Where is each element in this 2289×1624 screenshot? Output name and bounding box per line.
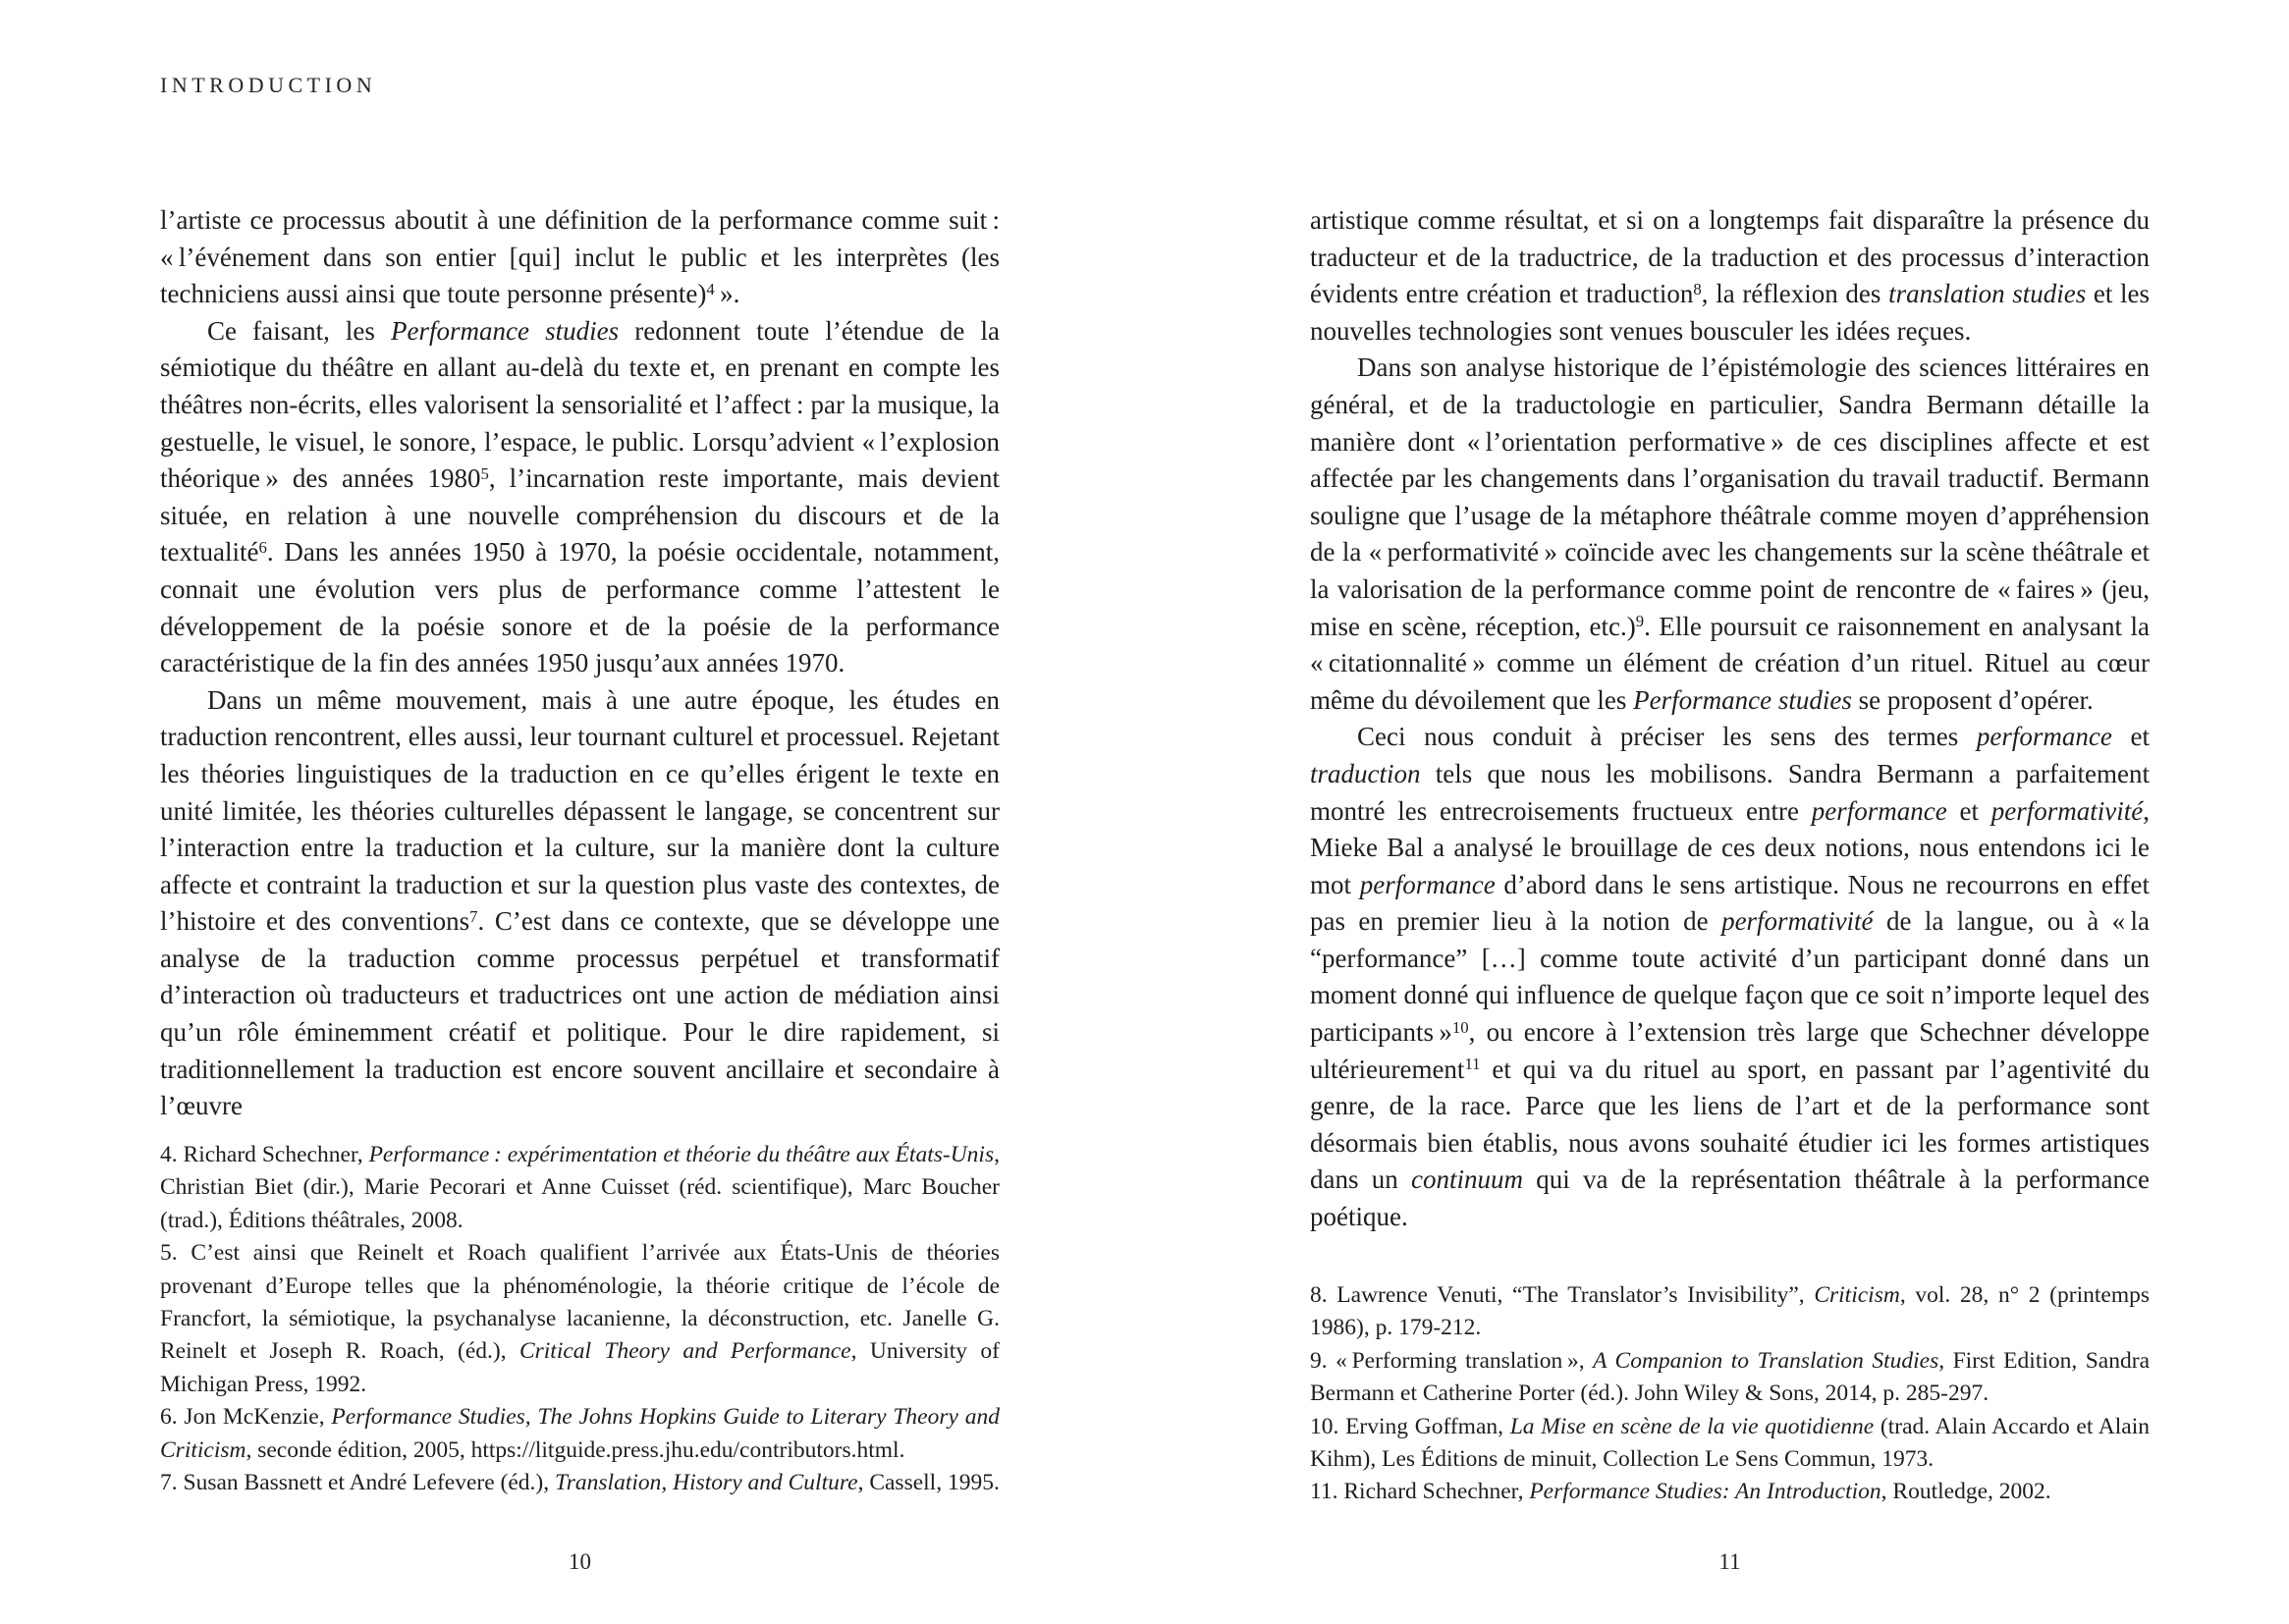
- footnote: [1310, 1411, 2150, 1477]
- footnote-ref: 5: [480, 463, 489, 483]
- text-run: (trad. Alain Accardo et Alain Kihm), Les Éditions de minuit, Collection Le Sens Commun, 1973.: [1310, 1413, 2150, 1473]
- text-run: redonnent toute l’étendue de la sémiotique du théâtre en allant au-delà du texte et, en prenant en compte les théâtres non-écrits, elles valorisent la sensorialité et l’affect : par la musique, la gestuelle, le visuel, le sonore, l’espace, le public. Lorsqu’advient « l’explosion théorique » des années 1980: [160, 315, 1000, 494]
- footnote-ref: 8: [1693, 279, 1702, 298]
- text-run: 5. C’est ainsi que Reinelt et Roach qualifient l’arrivée aux États-Unis de théories provenant d’Europe telles que la phénoménologie, la théorie critique de l’école de Francfort, la sémiotique, la psychanalyse lacanienne, la déconstruction, etc. Janelle G. Reinelt et Joseph R. Roach, (éd.),: [160, 1240, 1000, 1365]
- left-page-body: [160, 202, 1000, 1125]
- text-run: qui va de la représentation théâtrale à la performance poétique.: [1310, 1164, 2150, 1232]
- text-run: Performance : expérimentation et théorie du théâtre aux États-Unis: [368, 1142, 995, 1167]
- paragraph: [160, 313, 1000, 682]
- text-run: 10. Erving Goffman,: [1310, 1413, 1510, 1439]
- paragraph: [1310, 202, 2150, 350]
- text-run: performativité: [1721, 906, 1874, 937]
- text-run: et: [2111, 722, 2150, 752]
- text-run: , First Edition, Sandra Bermann et Catherine Porter (éd.). John Wiley & Sons, 2014, p. 285-297.: [1310, 1347, 2150, 1407]
- text-run: , vol. 28, n° 2 (printemps 1986), p. 179-212.: [1310, 1282, 2150, 1341]
- page-number-left: 10: [569, 1549, 591, 1574]
- text-run: performativité: [1990, 795, 2144, 826]
- text-run: , ou encore à l’extension très large que Schechner développe ultérieurement: [1310, 1017, 2150, 1084]
- text-run: , Cassell, 1995.: [857, 1470, 1000, 1496]
- paragraph: [1310, 350, 2150, 719]
- text-run: , seconde édition, 2005, https://litguide.press.jhu.edu/contributors.html.: [245, 1436, 905, 1463]
- footnote: [160, 1237, 1000, 1401]
- text-run: performance: [1811, 795, 1947, 826]
- text-run: Performance studies: [1633, 684, 1852, 715]
- text-run: 8. Lawrence Venuti, “The Translator’s Invisibility”,: [1310, 1282, 1815, 1308]
- text-run: 4. Richard Schechner,: [160, 1142, 369, 1167]
- footnote-ref: 10: [1451, 1017, 1469, 1037]
- text-run: , Routledge, 2002.: [1880, 1479, 2051, 1505]
- text-run: Criticism: [1814, 1282, 1900, 1308]
- footnote-ref: 7: [469, 906, 478, 926]
- text-run: translation studies: [1888, 279, 2087, 309]
- footnote-ref: 4: [706, 279, 715, 298]
- footnote: [160, 1467, 1000, 1499]
- text-run: , Mieke Bal a analysé le brouillage de ces deux notions, nous entendons ici le mot: [1310, 795, 2150, 899]
- text-run: 7. Susan Bassnett et André Lefevere (éd.),: [160, 1470, 555, 1496]
- footnote: [1310, 1279, 2150, 1345]
- footnote: [1310, 1476, 2150, 1508]
- running-head: INTRODUCTION: [160, 73, 377, 97]
- text-run: et qui va du rituel au sport, en passant par l’agentivité du genre, de la race. Parce que les liens de l’art et de la performance sont désormais bien établis, nous avons souhaité étudier ici les formes artistiques dans un: [1310, 1054, 2150, 1195]
- text-run: A Companion to Translation Studies: [1593, 1347, 1939, 1374]
- text-run: 6. Jon McKenzie,: [160, 1404, 332, 1431]
- text-run: Dans un même mouvement, mais à une autre époque, les études en traduction rencontrent, elles aussi, leur tournant culturel et processuel. Rejetant les théories linguistiques de la traduction en ce qu’elles érigent le texte en unité limitée, les théories culturelles dépassent le langage, se concentrent sur l’interaction entre la traduction et la culture, sur la manière dont la culture affecte et contraint la traduction et sur la question plus vaste des contextes, de l’histoire et des conventions: [160, 684, 1000, 937]
- text-run: Performance Studies, The Johns Hopkins Guide to Literary Theory and Criticism: [160, 1404, 1000, 1463]
- text-run: La Mise en scène de la vie quotidienne: [1509, 1413, 1875, 1439]
- text-run: Performance Studies: An Introduction: [1529, 1479, 1881, 1505]
- footnote: [160, 1401, 1000, 1467]
- text-run: , Christian Biet (dir.), Marie Pecorari et Anne Cuisset (réd. scientifique), Marc Boucher (trad.), Éditions théâtrales, 2008.: [160, 1142, 1000, 1233]
- text-run: Ceci nous conduit à préciser les sens des termes: [1357, 722, 1977, 752]
- left-page-footnotes: [160, 1139, 1000, 1499]
- text-run: de la langue, ou à « la “performance” […] comme toute activité d’un participant donné dans un moment donné qui influence de quelque façon que ce soit n’importe lequel des participants »: [1310, 906, 2150, 1048]
- text-run: Translation, History and Culture: [554, 1470, 858, 1496]
- paragraph: [160, 682, 1000, 1125]
- text-run: se proposent d’opérer.: [1851, 684, 2094, 715]
- text-run: , University of Michigan Press, 1992.: [160, 1338, 1000, 1397]
- text-run: . Elle poursuit ce raisonnement en analysant la « citationnalité » comme un élément de création d’un rituel. Rituel au cœur même du dévoilement que les: [1310, 611, 2151, 715]
- text-run: l’artiste ce processus aboutit à une définition de la performance comme suit : « l’événement dans son entier [qui] inclut le public et les interprètes (les techniciens aussi ainsi que toute personne présente): [160, 205, 1000, 309]
- text-run: Dans son analyse historique de l’épistémologie des sciences littéraires en général, et de la traductologie en particulier, Sandra Bermann détaille la manière dont « l’orientation performative » de ces disciplines affecte et est affectée par les changements dans l’organisation du travail traductif. Bermann souligne que l’usage de la métaphore théâtrale comme moyen d’appréhension de la « performativité » coïncide avec les changements sur la scène théâtrale et la valorisation de la performance comme point de rencontre de « faires » (jeu, mise en scène, réception, etc.): [1310, 352, 2150, 641]
- text-run: performance: [1359, 869, 1496, 899]
- text-run: . C’est dans ce contexte, que se développe une analyse de la traduction comme processus perpétuel et transformatif d’interaction où traducteurs et traductrices ont une action de médiation ainsi qu’un rôle éminemment créatif et politique. Pour le dire rapidement, si traditionnellement la traduction est encore souvent ancillaire et secondaire à l’œuvre: [160, 906, 1000, 1121]
- text-run: . Dans les années 1950 à 1970, la poésie occidentale, notamment, connait une évolution vers plus de performance comme l’attestent le développement de la poésie sonore et de la poésie de la performance caractéristique de la fin des années 1950 jusqu’aux années 1970.: [160, 537, 1000, 678]
- paragraph: [1310, 719, 2150, 1235]
- page-number-right: 11: [1718, 1549, 1741, 1574]
- text-run: Ce faisant, les: [207, 315, 392, 346]
- text-run: 11. Richard Schechner,: [1310, 1479, 1530, 1505]
- text-run: Performance studies: [391, 315, 620, 346]
- text-run: Critical Theory and Performance: [518, 1338, 851, 1365]
- right-page-footnotes: [1310, 1279, 2150, 1509]
- text-run: ».: [714, 279, 740, 309]
- text-run: tels que nous les mobilisons. Sandra Bermann a parfaitement montré les entrecroisements fructueux entre: [1310, 758, 2150, 826]
- text-run: , l’incarnation reste importante, mais devient située, en relation à une nouvelle compréhension du discours et de la textualité: [160, 463, 1000, 568]
- footnote-ref: 9: [1635, 612, 1645, 631]
- text-run: et: [1946, 795, 1991, 826]
- text-run: et les nouvelles technologies sont venues bousculer les idées reçues.: [1310, 279, 2150, 346]
- footnote-ref: 11: [1464, 1055, 1481, 1074]
- right-page-body: [1310, 202, 2150, 1236]
- text-run: , la réflexion des: [1701, 279, 1889, 309]
- paragraph: [160, 202, 1000, 313]
- text-run: 9. « Performing translation »,: [1310, 1347, 1594, 1374]
- footnote-ref: 6: [258, 537, 267, 557]
- text-run: continuum: [1411, 1164, 1523, 1195]
- text-run: d’abord dans le sens artistique. Nous ne recourrons en effet pas en premier lieu à la notion de: [1310, 869, 2150, 937]
- text-run: performance: [1976, 722, 2112, 752]
- text-run: traduction: [1310, 758, 1421, 788]
- text-run: artistique comme résultat, et si on a longtemps fait disparaître la présence du traducteur et de la traductrice, de la traduction et des processus d’interaction évidents entre création et traduction: [1310, 205, 2150, 309]
- footnote: [160, 1139, 1000, 1237]
- footnote: [1310, 1345, 2150, 1411]
